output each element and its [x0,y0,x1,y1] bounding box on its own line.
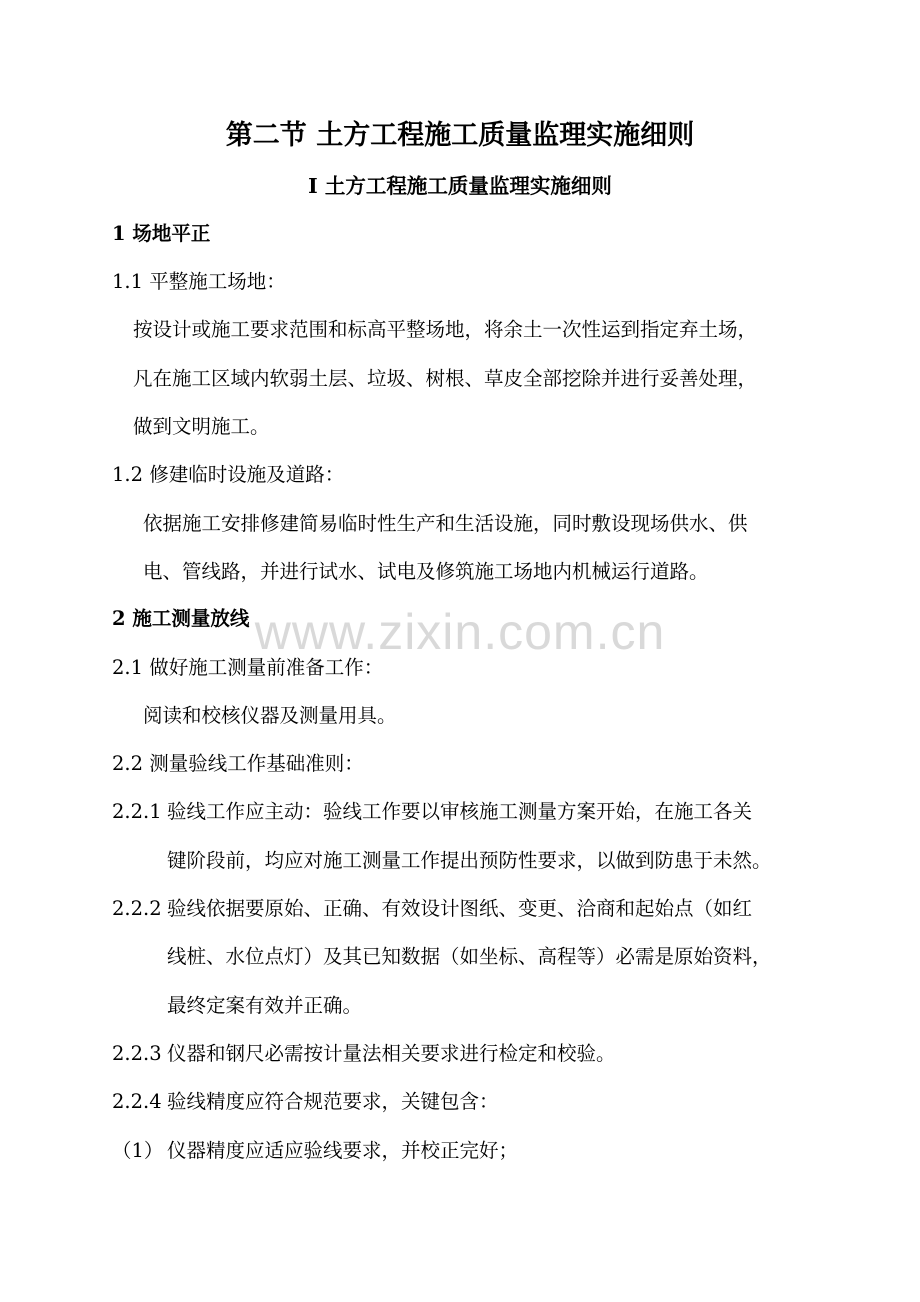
paragraph-line: 最终定案有效并正确。 [167,994,363,1017]
paragraph-line: 仪器和钢尺必需按计量法相关要求进行检定和校验。 [167,1042,616,1065]
document-title: 第二节 土方工程施工质量监理实施细则 [225,120,695,151]
paragraph-line: 做到文明施工。 [133,415,270,438]
section-1-1-heading: 1.1 平整施工场地： [112,270,286,293]
section-1-heading: 1 场地平正 [112,222,211,245]
section-1-2-heading: 1.2 修建临时设施及道路： [112,463,345,486]
paragraph-line: 依据施工安排修建简易临时性生产和生活设施，同时敷设现场供水、供 [143,512,748,535]
list-item-number: （1） [112,1139,164,1162]
paragraph-line: 键阶段前，均应对施工测量工作提出预防性要求，以做到防患于未然。 [167,849,772,872]
document-subtitle: Ⅰ 土方工程施工质量监理实施细则 [308,174,612,198]
paragraph-line: 线桩、水位点灯）及其已知数据（如坐标、高程等）必需是原始资料， [167,945,772,968]
clause-number: 2.2.3 [112,1042,162,1065]
paragraph-line: 仪器精度应适应验线要求，并校正完好； [167,1139,519,1162]
paragraph-line: 凡在施工区域内软弱土层、垃圾、树根、草皮全部挖除并进行妥善处理， [133,367,758,390]
section-2-1-heading: 2.1 做好施工测量前准备工作： [112,656,384,679]
clause-number: 2.2.1 [112,800,162,823]
section-2-heading: 2 施工测量放线 [112,607,250,630]
paragraph-line: 电、管线路，并进行试水、试电及修筑施工场地内机械运行道路。 [143,560,709,583]
paragraph-line: 验线精度应符合规范要求，关键包含： [167,1090,499,1113]
paragraph-line: 验线依据要原始、正确、有效设计图纸、变更、洽商和起始点（如红 [167,897,753,920]
paragraph-line: 按设计或施工要求范围和标高平整场地，将余土一次性运到指定弃土场， [133,318,758,341]
section-2-2-heading: 2.2 测量验线工作基础准则： [112,752,364,775]
clause-number: 2.2.2 [112,897,162,920]
watermark: www.zixin.com.cn [254,604,666,660]
paragraph-line: 验线工作应主动：验线工作要以审核施工测量方案开始，在施工各关 [167,800,753,823]
clause-number: 2.2.4 [112,1090,162,1113]
paragraph-line: 阅读和校核仪器及测量用具。 [143,704,397,727]
